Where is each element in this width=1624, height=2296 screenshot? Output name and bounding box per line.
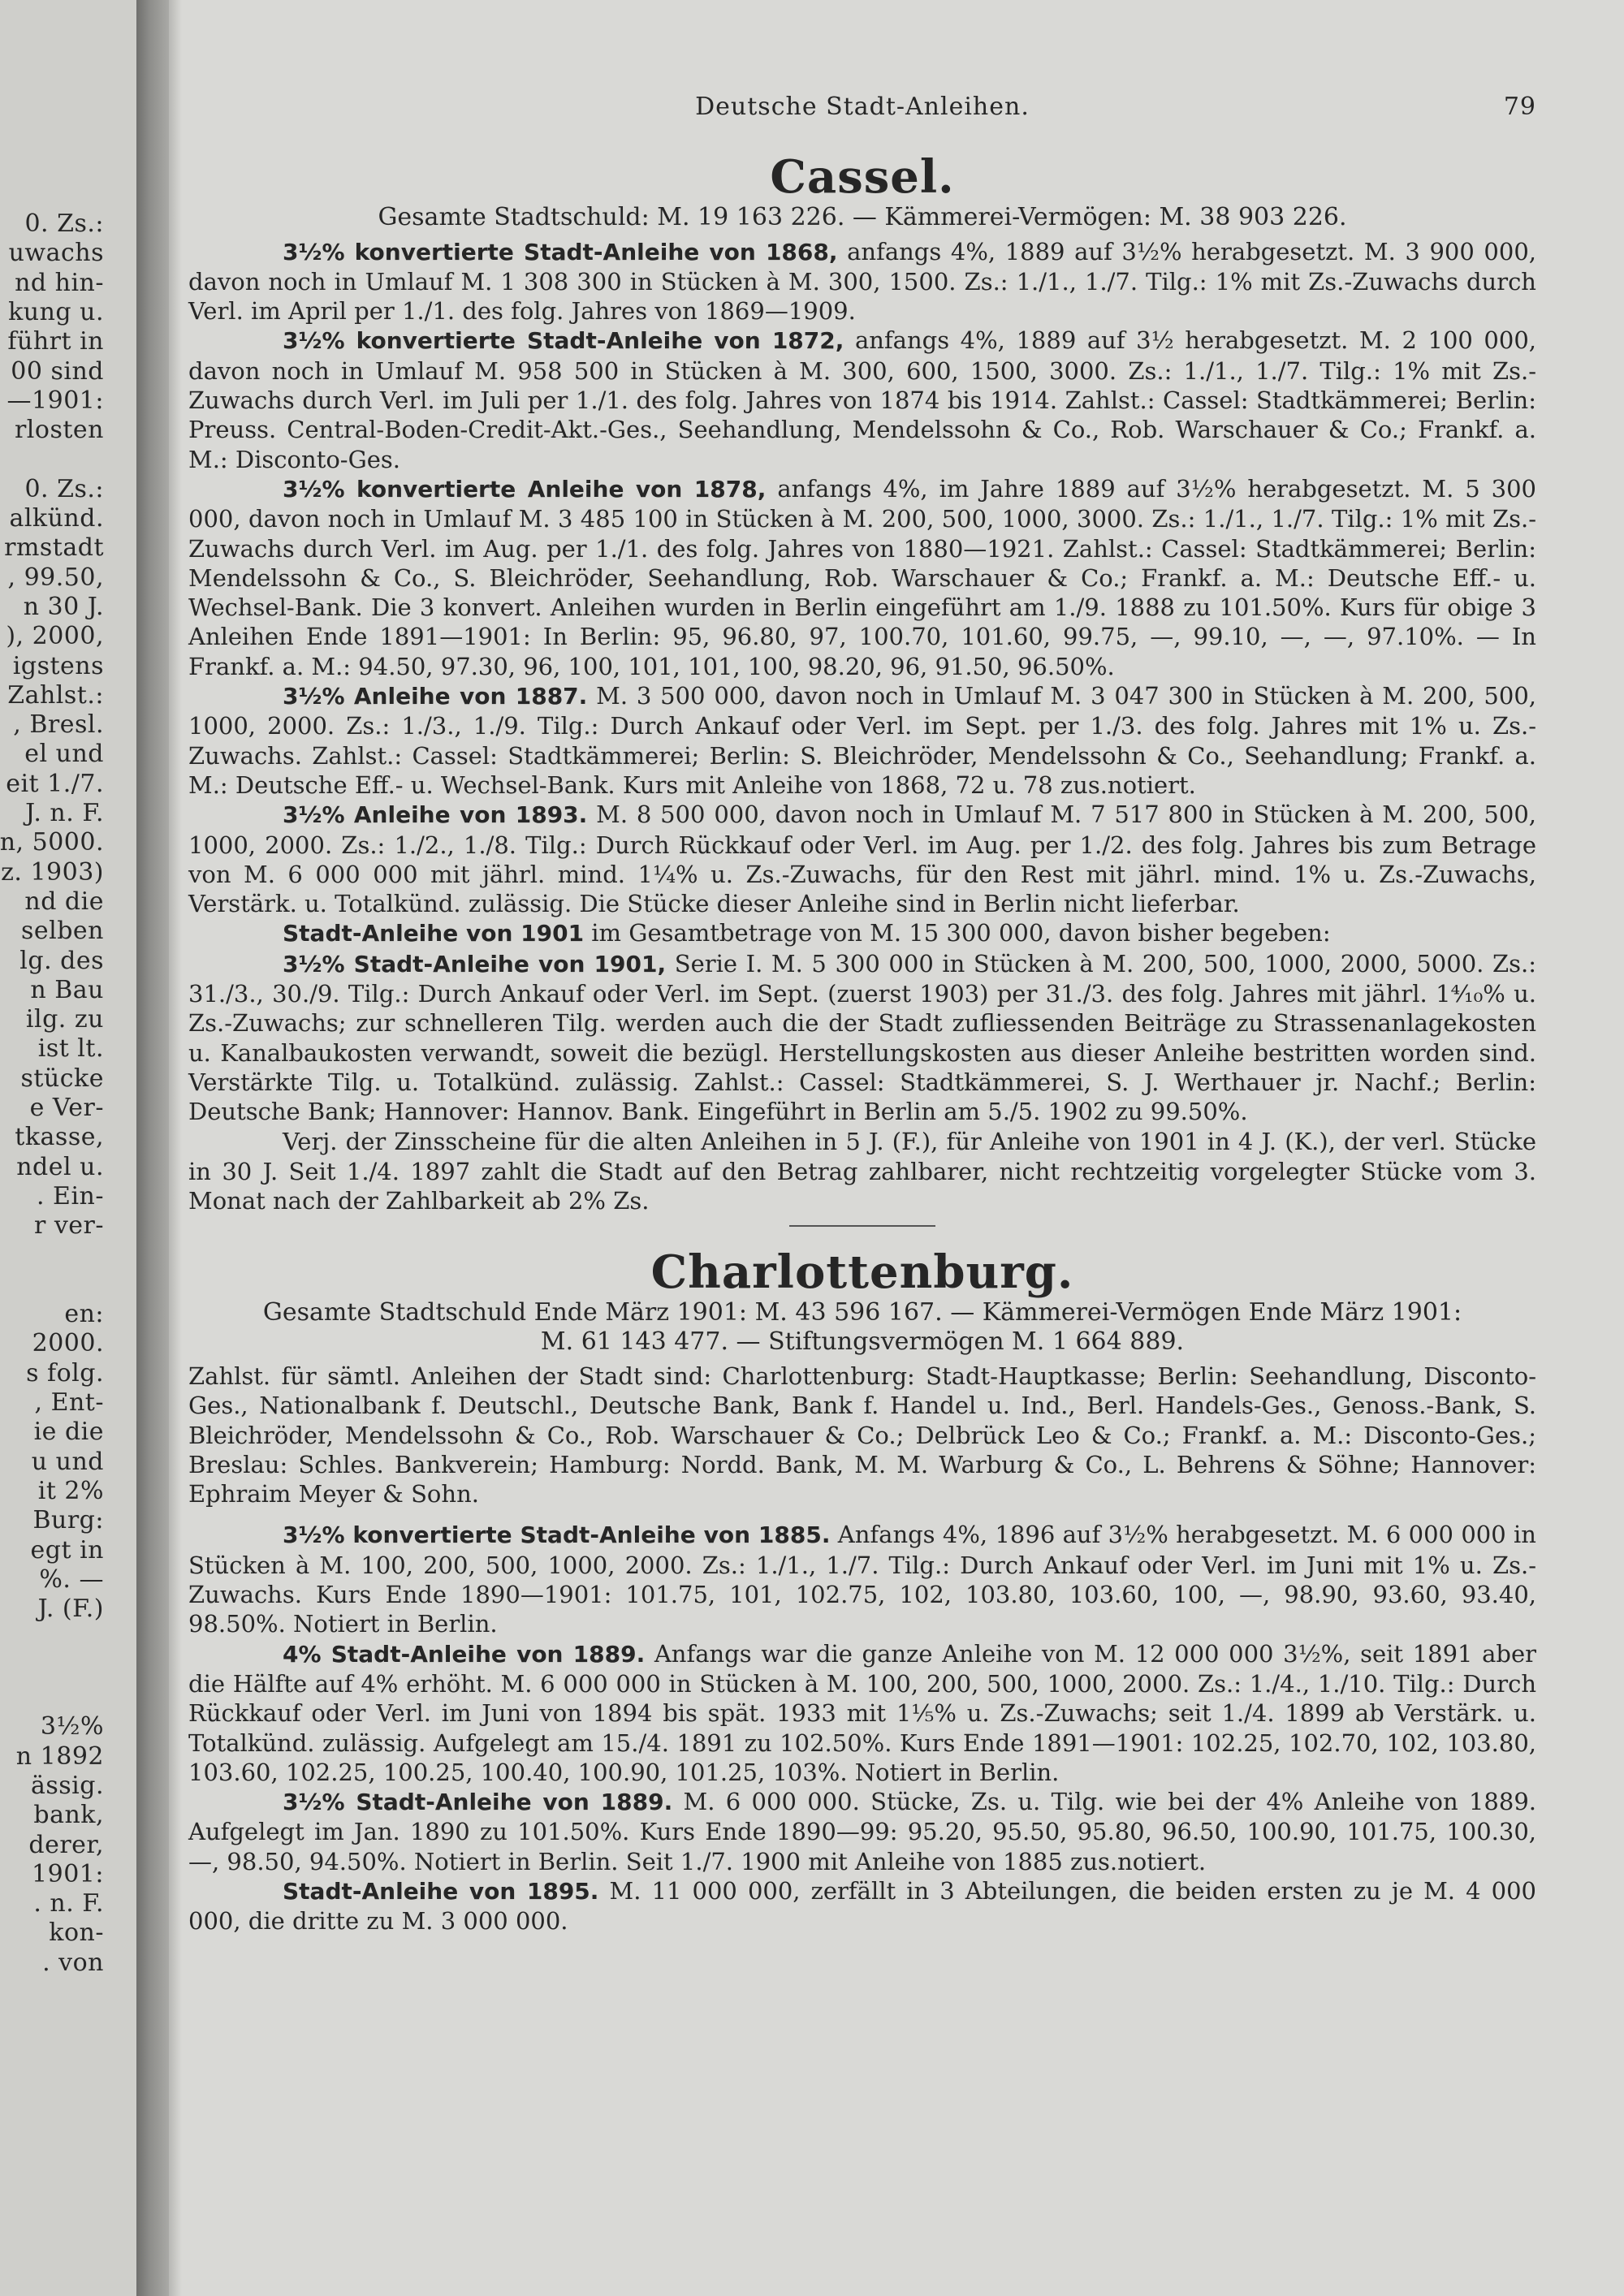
loan-heading: 3½% Stadt-Anleihe von 1889.	[283, 1789, 673, 1816]
margin-fragment: J. (F.)	[37, 1595, 104, 1624]
margin-fragment: ), 2000,	[6, 622, 104, 651]
loan-text: Anfangs 4%, 1896 auf 3½% herabgesetzt. M. 6 000 000 in Stücken à M. 100, 200, 500, 1000, 2000. Zs.: 1./1., 1./7. Tilg.: Durch Ankauf oder Verl. im Juni mit 1% u. Zs.-Zuwachs. Kurs Ende 1890—1901: 101.75, 101, 102.75, 102, 103.80, 103.60, 100, —, 98.90, 93.60, 93.40, 98.50%. Notiert in Berlin.	[188, 1521, 1536, 1638]
margin-fragment: tkasse,	[15, 1123, 104, 1152]
margin-fragment: ässig.	[30, 1771, 104, 1800]
margin-fragment: el und	[24, 740, 104, 769]
margin-fragment: ist lt.	[37, 1034, 104, 1064]
loan-heading: Stadt-Anleihe von 1901	[283, 920, 585, 947]
limitation-note	[188, 1127, 1536, 1216]
loan-heading: 3½% konvertierte Anleihe von 1878,	[283, 475, 767, 503]
margin-fragment: u und	[31, 1447, 104, 1476]
margin-fragment: , Bresl.	[13, 710, 104, 740]
loan-entry	[188, 1520, 1536, 1638]
loan-entry	[188, 1876, 1536, 1936]
loan-entry	[188, 326, 1536, 473]
loan-text: Anfangs war die ganze Anleihe von M. 12 000 000 3½%, seit 1891 aber die Hälfte auf 4% erhöht. M. 6 000 000 in Stücken à M. 100, 200, 500, 1000, 2000. Zs.: 1./4., 1./10. Tilg.: Durch Rückkauf oder Verl. im Juni von 1894 bis spät. 1933 mit 1⅕% u. Zs.-Zuwachs; seit 1./4. 1899 ab Verstärk. u. Totalkünd. zulässig. Aufgelegt am 15./4. 1891 zu 102.50%. Kurs Ende 1891—1901: 102.25, 102.70, 102, 103.80, 103.60, 102.25, 100.25, 100.40, 100.90, 101.25, 103%. Notiert in Berlin.	[188, 1639, 1537, 1786]
section-charlottenburg	[188, 1245, 1537, 1936]
margin-fragment: selben	[20, 917, 104, 946]
margin-fragment: 2000.	[32, 1329, 104, 1358]
margin-fragment: r ver-	[33, 1211, 104, 1241]
loan-heading: 3½% Stadt-Anleihe von 1901,	[283, 950, 667, 978]
margin-fragment: kon-	[49, 1918, 104, 1948]
margin-fragment: —1901:	[6, 386, 104, 415]
margin-fragment: eit 1./7.	[6, 769, 104, 798]
margin-fragment: 00 sind	[11, 356, 104, 386]
loan-heading: Stadt-Anleihe von 1895.	[283, 1878, 599, 1905]
loan-entry	[188, 237, 1536, 326]
margin-fragment: uwachs	[8, 239, 104, 268]
margin-fragment: n Bau	[30, 975, 104, 1004]
loan-entry	[188, 681, 1536, 800]
margin-fragment: bank,	[33, 1801, 104, 1830]
margin-fragment: nd hin-	[15, 268, 104, 297]
margin-fragment: en:	[64, 1300, 104, 1329]
adjacent-page-fragment	[0, 0, 136, 2296]
loan-text: M. 6 000 000. Stücke, Zs. u. Tilg. wie bei der 4% Anleihe von 1889. Aufgelegt im Jan. 1890 zu 101.50%. Kurs Ende 1890—99: 95.20, 95.50, 95.80, 96.50, 100.90, 101.75, 100.30, —, 98.50, 94.50%. Notiert in Berlin. Seit 1./7. 1900 mit Anleihe von 1885 zus.notiert.	[188, 1788, 1536, 1875]
loan-heading: 3½% konvertierte Stadt-Anleihe von 1872,	[283, 327, 844, 355]
loan-text: Serie I. M. 5 300 000 in Stücken à M. 200, 500, 1000, 2000, 5000. Zs.: 31./3., 30./9. Tilg.: Durch Ankauf oder Verl. im Sept. (zuerst 1903) per 31./3. des folg. Jahres mit jährl. 1⁴⁄₁₀% u. Zs.-Zuwachs; zur schnelleren Tilg. werden auch die der Stadt zufliessenden Beiträge zu Strassenanlagekosten u. Kanalbaukosten verwandt, soweit die bezügl. Herstellungskosten aus dieser Anleihe bestritten worden sind. Verstärkte Tilg. u. Totalkünd. zulässig. Zahlst.: Cassel: Stadtkämmerei, S. J. Werthauer jr. Nachf.; Berlin: Deutsche Bank; Hannover: Hannov. Bank. Eingeführt in Berlin am 5./5. 1902 zu 99.50%.	[188, 949, 1536, 1126]
margin-fragment: 0. Zs.:	[24, 209, 104, 238]
loan-heading: 3½% konvertierte Stadt-Anleihe von 1868,	[283, 238, 838, 265]
margin-fragment: führt in	[7, 327, 104, 356]
margin-fragment: rlosten	[14, 416, 104, 445]
margin-fragment: . n. F.	[33, 1889, 104, 1918]
margin-fragment: s folg.	[26, 1358, 104, 1388]
margin-fragment: lg. des	[19, 946, 104, 975]
margin-fragment: n, 5000.	[0, 828, 104, 857]
margin-fragment: . Ein-	[36, 1181, 104, 1211]
margin-fragment: stücke	[20, 1064, 104, 1093]
margin-fragment: 0. Zs.:	[24, 474, 104, 503]
loan-entry	[188, 1639, 1536, 1787]
margin-fragment: . von	[42, 1948, 104, 1977]
loan-text: im Gesamtbetrage von M. 15 300 000, davon bisher begeben:	[584, 919, 1331, 947]
debt-summary: Gesamte Stadtschuld: M. 19 163 226. — Kämmerei-Vermögen: M. 38 903 226.	[378, 202, 1347, 231]
loan-entry	[188, 800, 1536, 918]
loan-heading: 4% Stadt-Anleihe von 1889.	[283, 1640, 646, 1668]
margin-fragment: n 30 J.	[23, 592, 104, 621]
loan-text: M. 11 000 000, zerfällt in 3 Abteilungen, die beiden ersten zu je M. 4 000 000, die dritte zu M. 3 000 000.	[188, 1877, 1536, 1936]
margin-fragment: , 99.50,	[7, 563, 104, 592]
margin-fragment: it 2%	[37, 1476, 104, 1505]
loan-text: M. 8 500 000, davon noch in Umlauf M. 7 517 800 in Stücken à M. 200, 500, 1000, 2000. Zs.: 1./2., 1./8. Tilg.: Durch Rückkauf oder Verl. im Aug. per 1./2. des folg. Jahres bis zum Betrage von M. 6 000 000 mit jährl. mind. 1¼% u. Zs.-Zuwachs, für den Rest mit jährl. mind. 1% u. Zs.-Zuwachs, Verstärk. u. Totalkünd. zulässig. Die Stücke dieser Anleihe sind in Berlin nicht lieferbar.	[188, 801, 1536, 918]
margin-fragment: z. 1903)	[1, 857, 104, 887]
loan-text: Verj. der Zinsscheine für die alten Anleihen in 5 J. (F.), für Anleihe von 1901 in 4 J. (K.), der verl. Stücke in 30 J. Seit 1./4. 1897 zahlt die Stadt auf den Betrag zahlbarer, nicht rechtzeitig vorgelegter Stücke vom 3. Monat nach der Zahlbarkeit ab 2% Zs.	[188, 1127, 1536, 1215]
running-title: Deutsche Stadt-Anleihen.	[695, 93, 1030, 121]
loan-text: anfangs 4%, 1889 auf 3½ herabgesetzt. M. 2 100 000, davon noch in Umlauf M. 958 500 in Stücken à M. 300, 600, 1500, 3000. Zs.: 1./1., 1./7. Tilg.: 1% mit Zs.-Zuwachs durch Verl. im Juli per 1./1. des folg. Jahres von 1874 bis 1914. Zahlst.: Cassel: Stadtkämmerei; Berlin: Preuss. Central-Boden-Credit-Akt.-Ges., Seehandlung, Mendelssohn & Co., Rob. Warschauer & Co.; Frankf. a. M.: Disconto-Ges.	[188, 326, 1536, 473]
margin-fragment: egt in	[30, 1535, 104, 1564]
margin-fragment: rmstadt	[4, 533, 104, 563]
loan-text: anfangs 4%, im Jahre 1889 auf 3½% herabgesetzt. M. 5 300 000, davon noch in Umlauf M. 3 485 100 in Stücken à M. 200, 500, 1000, 3000. Zs.: 1./1., 1./7. Tilg.: 1% mit Zs.-Zuwachs durch Verl. im Aug. per 1./1. des folg. Jahres von 1880—1921. Zahlst.: Cassel: Stadtkämmerei; Berlin: Mendelssohn & Co., S. Bleichröder, Seehandlung, Rob. Warschauer & Co.; Frankf. a. M.: Deutsche Eff.- u. Wechsel-Bank. Die 3 konvert. Anleihen wurden in Berlin eingeführt am 1./9. 1888 zu 101.50%. Kurs für obige 3 Anleihen Ende 1891—1901: In Berlin: 95, 96.80, 97, 100.70, 101.60, 99.75, —, 99.10, —, —, 97.10%. — In Frankf. a. M.: 94.50, 97.30, 96, 100, 101, 101, 100, 98.20, 96, 91.50, 96.50%.	[188, 474, 1537, 680]
section-cassel	[188, 150, 1537, 1215]
margin-fragment: alkünd.	[9, 504, 104, 533]
margin-fragment: kung u.	[8, 297, 104, 326]
book-gutter	[136, 0, 169, 2296]
margin-fragment: Burg:	[32, 1506, 104, 1535]
city-heading-charlottenburg: Charlottenburg.	[650, 1245, 1074, 1300]
gutter-shadow	[169, 0, 182, 2296]
loan-text: anfangs 4%, 1889 auf 3½% herabgesetzt. M. 3 900 000, davon noch in Umlauf M. 1 308 300 in Stücken à M. 300, 1500. Zs.: 1./1., 1./7. Tilg.: 1% mit Zs.-Zuwachs durch Verl. im April per 1./1. des folg. Jahres von 1869—1909.	[188, 237, 1536, 326]
book-page	[188, 81, 1536, 1936]
margin-fragment: ilg. zu	[25, 1005, 104, 1034]
loan-entry	[188, 949, 1536, 1127]
city-heading-cassel: Cassel.	[770, 150, 955, 204]
margin-fragment: ndel u.	[16, 1152, 104, 1181]
loan-heading: 3½% konvertierte Stadt-Anleihe von 1885.	[283, 1521, 831, 1549]
margin-fragment: derer,	[28, 1830, 104, 1859]
loan-heading: 3½% Anleihe von 1893.	[283, 801, 588, 829]
margin-fragment: e Ver-	[29, 1094, 104, 1122]
loan-entry	[188, 918, 1536, 948]
running-header	[188, 81, 1536, 132]
page-number: 79	[1503, 93, 1536, 121]
loan-entry	[188, 1787, 1536, 1876]
debt-summary: M. 61 143 477. — Stiftungsvermögen M. 1 664 889.	[540, 1327, 1185, 1356]
margin-fragment: , Ent-	[34, 1388, 104, 1417]
margin-fragment: J. n. F.	[25, 799, 104, 827]
loan-text: M. 3 500 000, davon noch in Umlauf M. 3 047 300 in Stücken à M. 200, 500, 1000, 2000. Zs.: 1./3., 1./9. Tilg.: Durch Ankauf oder Verl. im Sept. per 1./3. des folg. Jahres mit 1% u. Zs.-Zuwachs. Zahlst.: Cassel: Stadtkämmerei; Berlin: S. Bleichröder, Mendelssohn & Co., Seehandlung; Frankf. a. M.: Deutsche Eff.- u. Wechsel-Bank. Kurs mit Anleihe von 1868, 72 u. 78 zus.notiert.	[188, 682, 1536, 799]
loan-entry	[188, 474, 1536, 681]
margin-fragment: 3½%	[40, 1712, 104, 1741]
debt-summary: Gesamte Stadtschuld Ende März 1901: M. 43 596 167. — Kämmerei-Vermögen Ende März 1901:	[262, 1297, 1462, 1327]
section-divider	[789, 1225, 935, 1227]
margin-fragment: 1901:	[32, 1859, 104, 1888]
margin-fragment: Zahlst.:	[7, 680, 104, 710]
margin-fragment: n 1892	[15, 1741, 104, 1771]
paying-agents: Zahlst. für sämtl. Anleihen der Stadt sind: Charlottenburg: Stadt-Hauptkasse; Berlin: Seehandlung, Disconto-Ges., Nationalbank f. Deutschl., Deutsche Bank, Bank f. Handel u. Ind., Berl. Handels-Ges., Genoss.-Bank, S. Bleichröder, Mendelssohn & Co., Rob. Warschauer & Co.; Delbrück Leo & Co.; Frankf. a. M.: Disconto-Ges.; Breslau: Schles. Bankverein; Hamburg: Nordd. Bank, M. M. Warburg & Co., L. Behrens & Söhne; Hannover: Ephraim Meyer & Sohn.	[188, 1362, 1536, 1508]
margin-fragment: ie die	[33, 1418, 104, 1447]
margin-fragment: %. —	[39, 1564, 104, 1594]
margin-fragment: igstens	[12, 651, 104, 680]
margin-fragment: nd die	[24, 887, 104, 916]
loan-heading: 3½% Anleihe von 1887.	[283, 683, 588, 710]
